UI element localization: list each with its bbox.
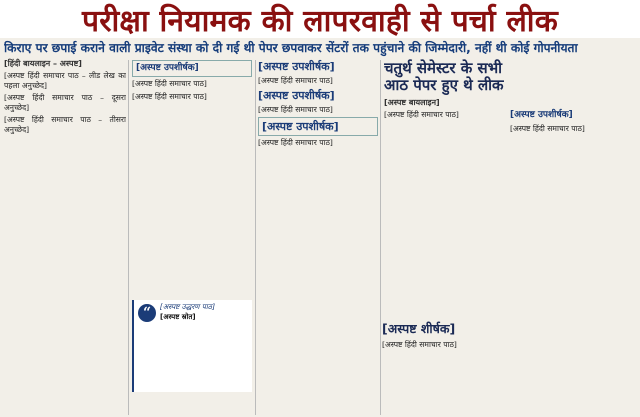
column-divider [128,60,129,415]
lead-story-column [4,58,126,417]
investigation-subhead: [अस्पष्ट उपशीर्षक] [510,110,573,120]
investigation-column [510,108,636,316]
quote-text: [अस्पष्ट उद्धरण पाठ] [160,302,215,311]
continued-paragraph-1: [अस्पष्ट हिंदी समाचार पाठ] [132,79,207,88]
semester-story-headline: चतुर्थ सेमेस्टर के सभी आठ पेपर हुए थे लीक [384,59,504,94]
lead-paragraph-2: [अस्पष्ट हिंदी समाचार पाठ – दूसरा अनुच्छेद] [4,93,126,112]
byline: [अस्पष्ट बायलाइन] [384,98,440,107]
byline: [हिंदी बायलाइन – अस्पष्ट] [4,59,82,68]
semester-story-paragraph: [अस्पष्ट हिंदी समाचार पाठ] [384,110,459,119]
district-officials-story [382,318,638,417]
lead-paragraph-1: [अस्पष्ट हिंदी समाचार पाठ – लीड लेख का पहला अनुच्छेद] [4,71,126,90]
column-subhead: [अस्पष्ट उपशीर्षक] [132,60,252,77]
lead-paragraph-3: [अस्पष्ट हिंदी समाचार पाठ – तीसरा अनुच्छेद] [4,115,126,134]
district-story-paragraph: [अस्पष्ट हिंदी समाचार पाठ] [382,340,457,349]
semester-story-column [384,58,504,316]
investigation-paragraph: [अस्पष्ट हिंदी समाचार पाठ] [510,124,585,133]
story-paragraph-1: [अस्पष्ट हिंदी समाचार पाठ] [258,76,333,85]
quote-source: [अस्पष्ट स्रोत] [160,313,196,321]
story-subhead-1: [अस्पष्ट उपशीर्षक] [258,60,335,73]
story-paragraph-3: [अस्पष्ट हिंदी समाचार पाठ] [258,138,333,148]
continued-paragraph-2: [अस्पष्ट हिंदी समाचार पाठ] [132,91,207,101]
story-subhead-2: [अस्पष्ट उपशीर्षक] [258,88,335,102]
sidebar-stories-column [258,58,378,417]
story-subhead-3: [अस्पष्ट उपशीर्षक] [258,117,378,136]
column-divider [255,60,256,415]
quote-mark-icon: “ [138,304,156,322]
pull-quote [132,300,252,392]
page-headline: परीक्षा नियामक की लापरवाही से पर्चा लीक [0,0,640,38]
district-story-headline: [अस्पष्ट शीर्षक] [382,321,456,336]
continued-column [132,58,252,296]
story-paragraph-2: [अस्पष्ट हिंदी समाचार पाठ] [258,104,333,114]
column-divider [380,60,381,415]
headline-deck: किराए पर छपाई कराने वाली प्राइवेट संस्था को दी गई थी पेपर छपवाकर सेंटरों तक पहुंचाने की जिम्मेदारी, नहीं थी कोई गोपनीयता [4,41,578,55]
